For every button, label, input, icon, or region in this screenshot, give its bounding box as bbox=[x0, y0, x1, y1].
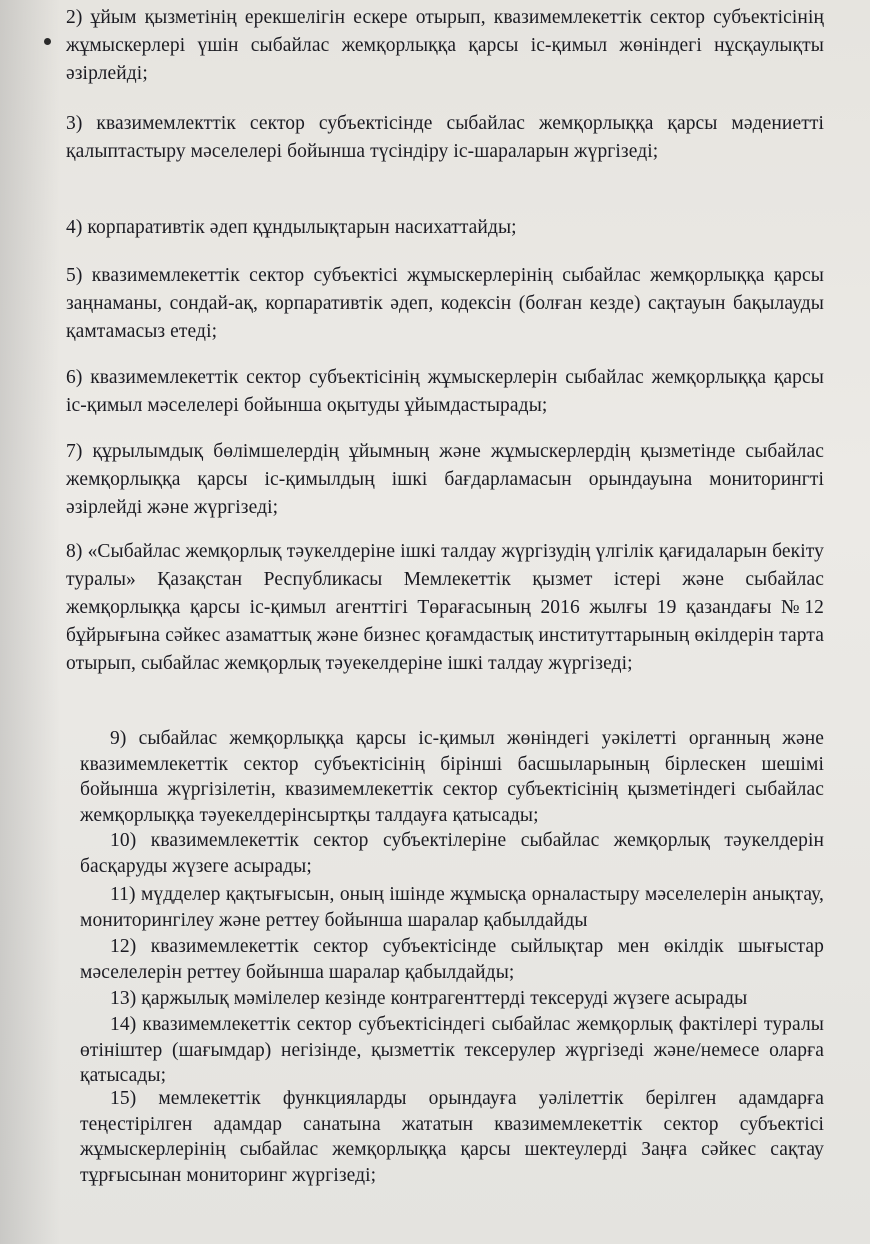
paragraph-item-6: 6) квазимемлекеттік сектор субъектісінің жұмыскерлерін сыбайлас жемқорлыққа қарсы іс-қимыл мәселелері бойынша оқытуды ұйымдастырады; bbox=[66, 367, 824, 416]
paragraph-item-15 bbox=[80, 1086, 824, 1188]
paragraph-item-4: 4) корпаративтік әдеп құндылықтарын насихаттайды; bbox=[66, 217, 517, 238]
paragraph-text: 14) квазимемлекеттік сектор субъектісіндегі сыбайлас жемқорлық фактілері туралы өтініштер (шағымдар) негізінде, қызметтік тексерулер жүргізеді және/немесе оларға қатысады; bbox=[80, 1014, 824, 1086]
paragraph-item-7: 7) құрылымдық бөлімшелердің ұйымның және жұмыскерлердің қызметінде сыбайлас жемқорлыққа қарсы іс-қимылдың ішкі бағдарламасын орындауына мониторингті әзірлейді және жүргізеді; bbox=[66, 441, 824, 518]
paragraph-item-5: 5) квазимемлекеттік сектор субъектісі жұмыскерлерінің сыбайлас жемқорлыққа қарсы заңнаманы, сондай-ақ, корпаративтік әдеп, кодексін (болған кезде) сақтауын бақылауды қамтамасыз етеді; bbox=[66, 265, 824, 342]
paragraph-text: 13) қаржылық мәмілелер кезінде контрагенттерді тексеруді жүзеге асырады bbox=[110, 988, 748, 1009]
paragraph-text: 10) квазимемлекеттік сектор субъектілеріне сыбайлас жемқорлық тәукелдерін басқаруды жүзеге асырады; bbox=[80, 830, 824, 877]
margin-mark bbox=[44, 38, 51, 45]
paragraph-text: 15) мемлекеттік функцияларды орындауға уәлілеттік берілген адамдарға теңестірілген адамдар санатына жататын квазимемлекеттік сектор субъектісі жұмыскерлерінің сыбайлас жемқорлыққа қарсы шектеулерді Заңға сәйкес сақтау тұрғысынан мониторинг жүргізеді; bbox=[80, 1088, 824, 1186]
paragraph-item-9 bbox=[80, 726, 824, 828]
paragraph-item-14 bbox=[80, 1012, 824, 1089]
page-edge-shadow bbox=[0, 0, 60, 1244]
paragraph-item-8: 8) «Сыбайлас жемқорлық тәукелдеріне ішкі талдау жүргізудің үлгілік қағидаларын бекіту туралы» Қазақстан Республикасы Мемлекеттік қызмет істері және сыбайлас жемқорлыққа қарсы іс-қимыл агенттігі Төрағасының 2016 жылғы 19 қазандағы №12 бұйрығына сәйкес азаматтық және бизнес қоғамдастық институттарының өкілдерін тарта отырып, сыбайлас жемқорлық тәуекелдеріне ішкі талдау жүргізеді; bbox=[66, 541, 824, 674]
paragraph-item-11 bbox=[80, 882, 824, 933]
paragraph-item-10 bbox=[80, 828, 824, 879]
paragraph-item-12 bbox=[80, 934, 824, 985]
paragraph-text: 11) мүдделер қақтығысын, оның ішінде жұмысқа орналастыру мәселелерін анықтау, мониторингілеу және реттеу бойынша шаралар қабылдайды bbox=[80, 884, 824, 931]
paragraph-text: 12) квазимемлекеттік сектор субъектісінде сыйлықтар мен өкілдік шығыстар мәселелерін реттеу бойынша шаралар қабылдайды; bbox=[80, 936, 824, 983]
paragraph-item-3: 3) квазимемлекттік сектор субъектісінде сыбайлас жемқорлыққа қарсы мәдениетті қалыптастыру мәселелері бойынша түсіндіру іс-шараларын жүргізеді; bbox=[66, 113, 824, 162]
paragraph-item-13 bbox=[80, 986, 824, 1012]
paragraph-item-2: 2) ұйым қызметінің ерекшелігін ескере отырып, квазимемлекеттік сектор субъектісінің жұмыскерлері үшін сыбайлас жемқорлыққа қарсы іс-қимыл жөніндегі нұсқаулықты әзірлейді; bbox=[66, 7, 824, 84]
paragraph-text: 9) сыбайлас жемқорлыққа қарсы іс-қимыл жөніндегі уәкілетті органның және квазимемлекеттік сектор субъектісінің бірінші басшыларының бірлескен шешімі бойынша жүргізілетін, квазимемлекеттік сектор субъектісінің қызметіндегі сыбайлас жемқорлыққа тәуекелдерінсыртқы талдауға қатысады; bbox=[80, 728, 824, 826]
